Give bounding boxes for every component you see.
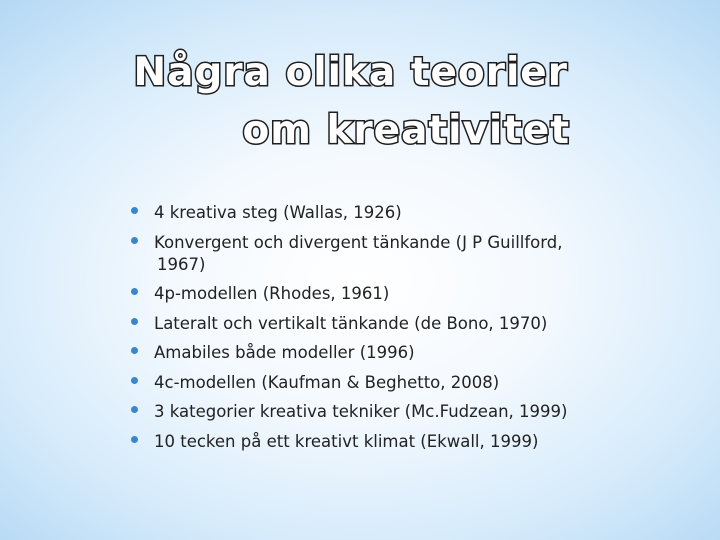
bullet-item: [130, 372, 610, 394]
bullet-item: [130, 202, 610, 224]
bullet-list: [130, 202, 610, 460]
bullet-item: [130, 232, 610, 276]
bullet-text: Lateralt och vertikalt tänkande (de Bono, 1970): [154, 313, 548, 333]
bullet-text: 4p-modellen (Rhodes, 1961): [154, 284, 390, 303]
bullet-item: [130, 283, 610, 305]
bullet-text-continuation: 1967): [157, 254, 206, 274]
bullet-text: 4 kreativa steg (Wallas, 1926): [154, 203, 402, 222]
bullet-icon: [131, 347, 138, 354]
bullet-text: 10 tecken på ett kreativt klimat (Ekwall, 1999): [154, 431, 539, 451]
bullet-item: [130, 342, 610, 364]
bullet-icon: [131, 288, 138, 295]
bullet-item: [130, 431, 610, 453]
bullet-icon: [131, 318, 138, 325]
bullet-text: 3 kategorier kreativa tekniker (Mc.Fudzean, 1999): [154, 402, 568, 421]
bullet-icon: [131, 207, 138, 214]
bullet-item: [130, 401, 610, 423]
bullet-text: Konvergent och divergent tänkande (J P Guillford,: [154, 232, 563, 252]
title-line-1: Några olika teorier: [133, 50, 568, 95]
bullet-icon: [131, 377, 138, 384]
bullet-icon: [131, 406, 138, 413]
bullet-item: [130, 313, 610, 335]
bullet-icon: [131, 436, 138, 443]
bullet-text: Amabiles både modeller (1996): [154, 343, 415, 362]
bullet-text: 4c-modellen (Kaufman & Beghetto, 2008): [154, 372, 500, 392]
title-line-2: om kreativitet: [242, 108, 570, 153]
bullet-icon: [131, 237, 138, 244]
slide-title: [110, 44, 570, 160]
